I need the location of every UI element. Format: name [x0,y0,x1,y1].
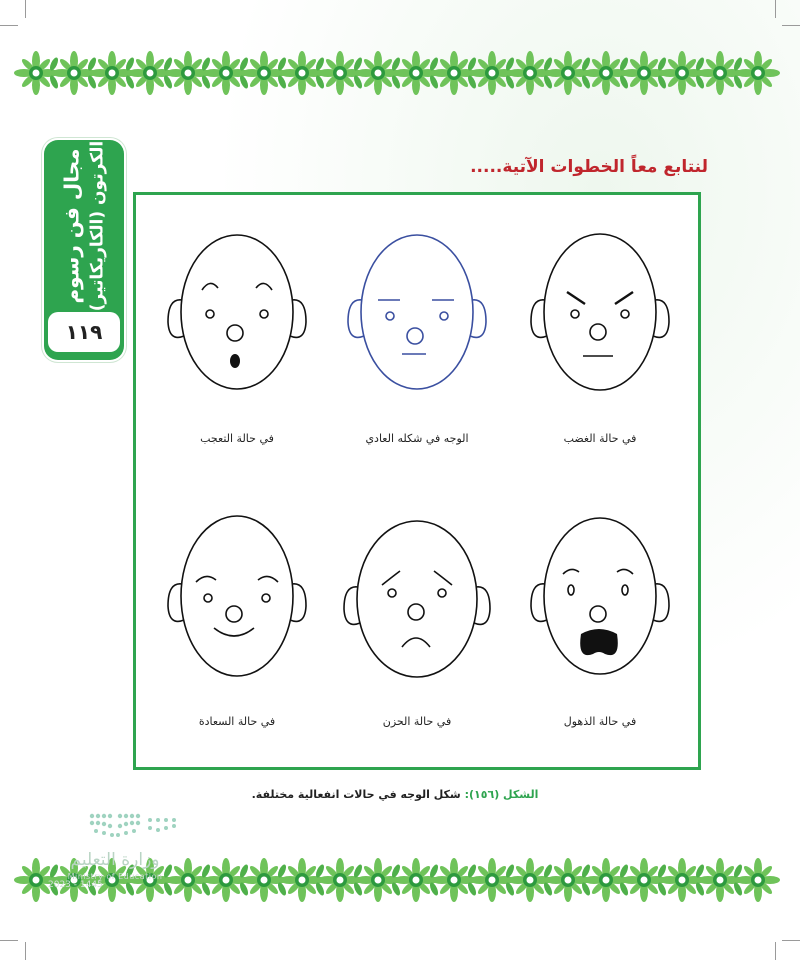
ministry-name-arabic: وزارة التعليم [70,850,160,870]
face-label-surprise: في حالة التعجب [200,432,274,445]
ministry-logo [40,808,190,888]
face-sadness [342,515,492,685]
face-normal [342,230,492,400]
chapter-side-tab [44,140,124,360]
face-label-astonishment: في حالة الذهول [563,715,637,728]
figure-number: الشكل (١٥٦): [464,788,539,801]
crop-mark [0,25,18,26]
crop-mark [782,25,800,26]
crop-mark [782,940,800,941]
chapter-title [58,141,110,312]
page-number: ١١٩ [48,312,120,352]
face-astonishment [525,512,675,684]
face-surprise [162,230,312,400]
face-label-normal: الوجه في شكله العادي [365,432,469,445]
ministry-logo-icon [40,808,190,850]
face-label-anger: في حالة الغضب [563,432,637,445]
face-label-happiness: في حالة السعادة [198,715,276,728]
top-flower-border [0,45,800,101]
crop-mark [775,0,776,18]
crop-mark [25,942,26,960]
crop-mark [775,942,776,960]
crop-mark [25,0,26,18]
chapter-title-line2: الكرتون (الكاريكاتير) [87,140,107,312]
face-happiness [162,510,312,682]
figure-caption [230,788,560,801]
figure-caption-text: شكل الوجه في حالات انفعالية مختلفة. [251,788,461,801]
chapter-title-line1: مجال فن رسوم [59,148,83,304]
face-label-sadness: في حالة الحزن [382,715,452,728]
face-anger [525,228,675,400]
crop-mark [0,940,18,941]
ministry-name-english: Ministry of Education [67,872,163,881]
section-heading: لنتابع معاً الخطوات الآتية..... [470,157,708,177]
edition-year: 2023 - 1445 [48,880,103,890]
